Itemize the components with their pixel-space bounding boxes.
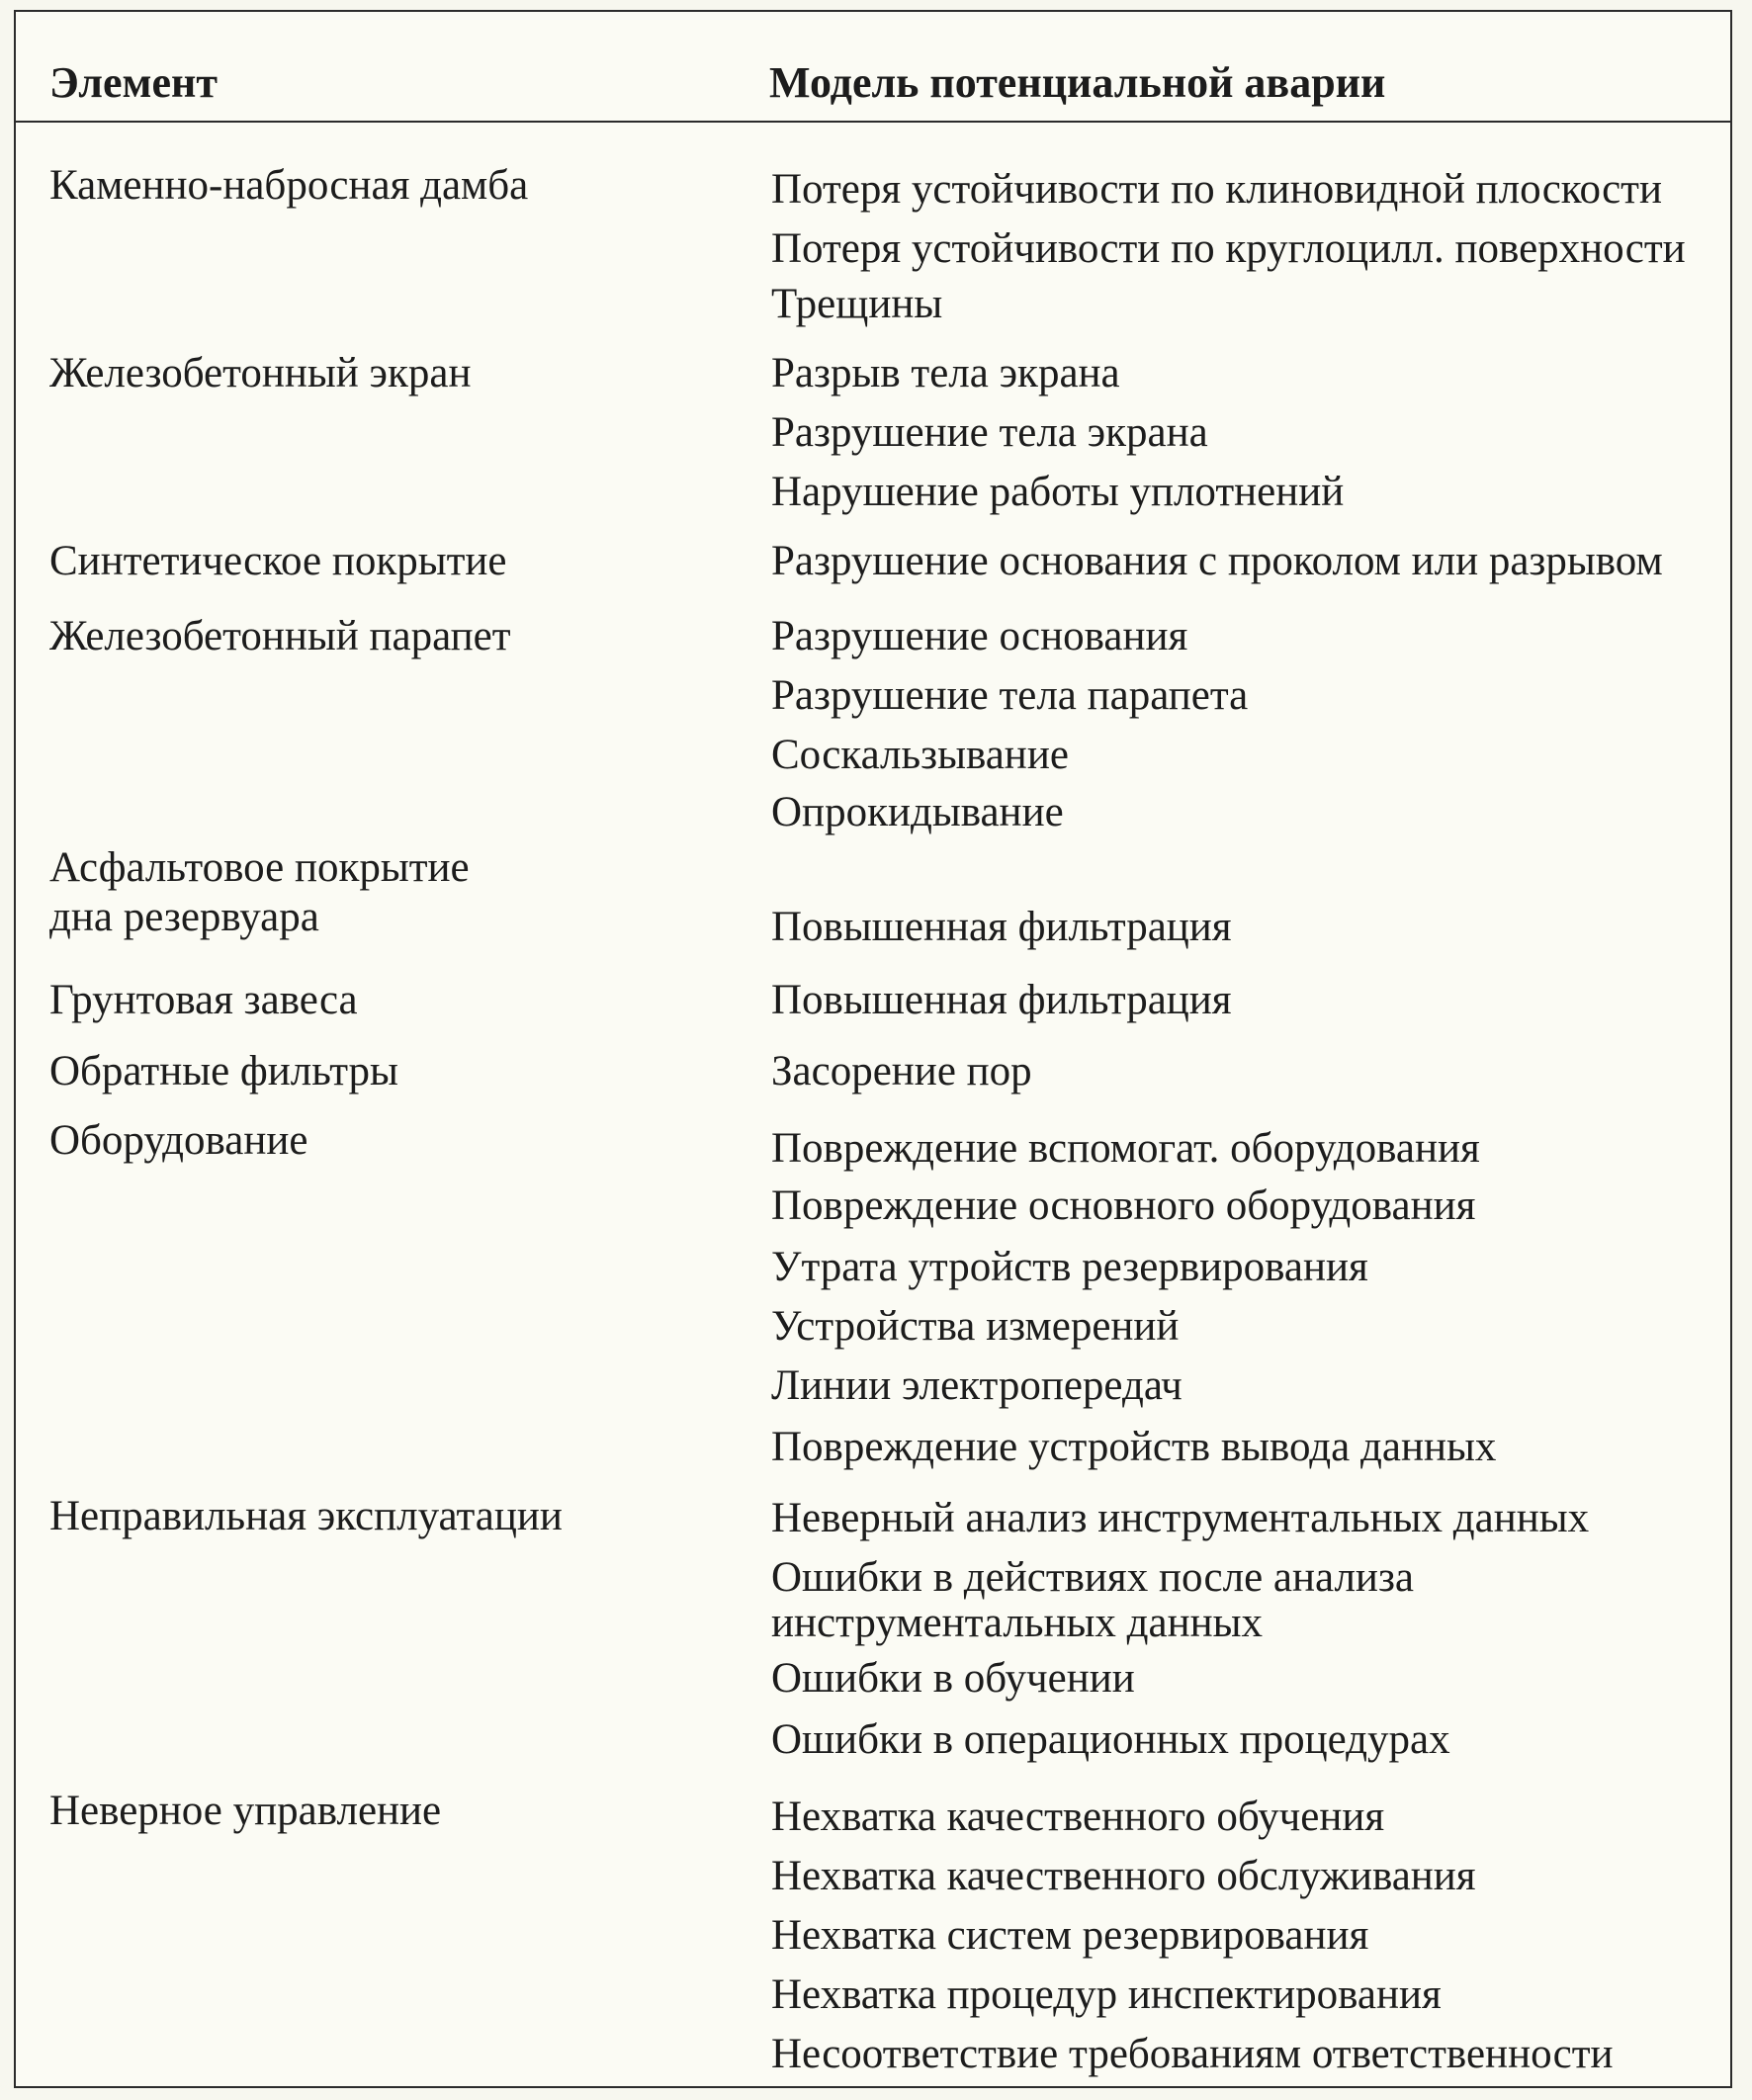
model-cell: Потеря устойчивости по круглоцилл. поверхности (771, 225, 1686, 272)
model-cell: Повышенная фильтрация (771, 977, 1232, 1023)
element-cell-line: Асфальтовое покрытие (49, 844, 470, 891)
model-cell: Разрушение основания (771, 613, 1188, 659)
element-cell: Неправильная эксплуатации (49, 1493, 563, 1539)
model-cell: Потеря устойчивости по клиновидной плоскости (771, 166, 1662, 213)
model-cell: Повреждение устройств вывода данных (771, 1424, 1497, 1470)
model-cell: Разрушение тела экрана (771, 409, 1208, 456)
model-cell: Трещины (771, 281, 943, 327)
element-cell: Неверное управление (49, 1788, 442, 1834)
model-cell: Устройства измерений (771, 1303, 1180, 1350)
model-cell: Нехватка качественного обучения (771, 1794, 1385, 1840)
element-cell: Каменно-набросная дамба (49, 162, 529, 209)
model-cell: Разрушение тела парапета (771, 672, 1249, 719)
element-cell: Оборудование (49, 1117, 308, 1164)
model-cell: Нехватка систем резервирования (771, 1912, 1369, 1959)
element-cell: Синтетическое покрытие (49, 538, 507, 584)
element-cell: Обратные фильтры (49, 1048, 398, 1094)
failure-modes-table (14, 10, 1732, 2088)
table-header-row (16, 12, 1730, 123)
element-cell: Железобетонный экран (49, 350, 472, 396)
model-cell: Повышенная фильтрация (771, 904, 1232, 950)
model-cell: Нехватка качественного обслуживания (771, 1853, 1476, 1899)
model-cell: Утрата утройств резервирования (771, 1244, 1368, 1290)
model-cell-line: инструментальных данных (771, 1600, 1263, 1646)
element-cell: Железобетонный парапет (49, 613, 511, 659)
model-cell: Разрыв тела экрана (771, 350, 1120, 396)
model-cell: Линии электропередач (771, 1362, 1183, 1409)
model-cell: Несоответствие требованиям ответственности (771, 2031, 1614, 2077)
element-cell: Грунтовая завеса (49, 977, 358, 1023)
header-element: Элемент (49, 58, 218, 107)
model-cell: Нехватка процедур инспектирования (771, 1971, 1442, 2018)
model-cell: Ошибки в операционных процедурах (771, 1716, 1450, 1763)
header-failure-model: Модель потенциальной аварии (769, 58, 1386, 107)
model-cell: Повреждение основного оборудования (771, 1182, 1476, 1229)
model-cell: Соскальзывание (771, 732, 1069, 778)
model-cell: Засорение пор (771, 1048, 1032, 1094)
model-cell: Нарушение работы уплотнений (771, 469, 1345, 515)
model-cell: Опрокидывание (771, 789, 1064, 835)
model-cell: Разрушение основания с проколом или разрывом (771, 538, 1663, 584)
model-cell: Ошибки в обучении (771, 1655, 1135, 1702)
model-cell: Неверный анализ инструментальных данных (771, 1495, 1590, 1541)
element-cell-line: дна резервуара (49, 894, 319, 940)
model-cell-line: Ошибки в действиях после анализа (771, 1554, 1415, 1601)
model-cell: Повреждение вспомогат. оборудования (771, 1125, 1480, 1172)
